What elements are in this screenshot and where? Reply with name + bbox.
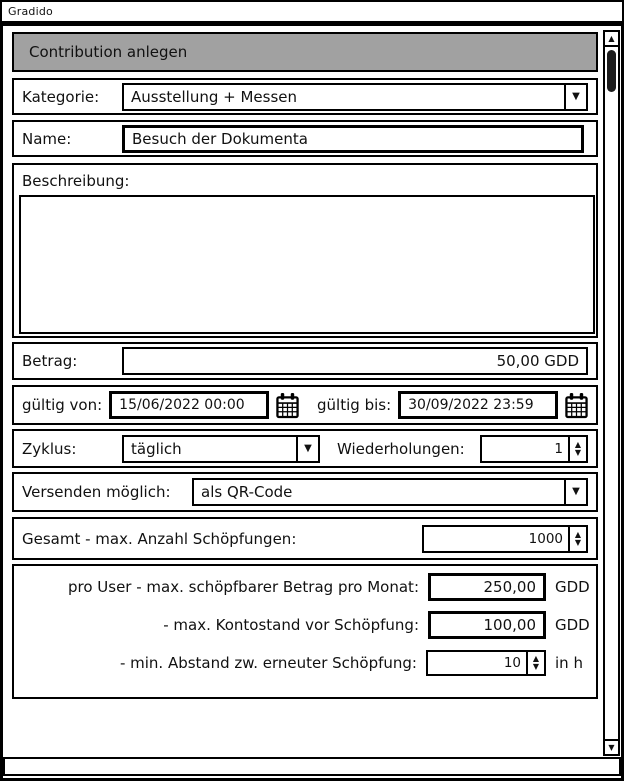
scroll-down-icon: ▼	[608, 742, 615, 752]
wiederholungen-spinner[interactable]	[480, 435, 588, 463]
zyklus-select-value: täglich	[131, 439, 182, 458]
window-title-bar[interactable]	[0, 0, 624, 23]
min-abstand-input[interactable]	[428, 652, 526, 674]
stepper-buttons[interactable]	[568, 437, 586, 461]
calendar-icon[interactable]	[565, 392, 588, 419]
spinner-down-icon[interactable]: ▼	[574, 537, 582, 547]
vertical-scrollbar[interactable]	[603, 30, 620, 756]
zyklus-row	[12, 429, 598, 468]
beschreibung-row	[12, 163, 598, 338]
spinner-up-icon[interactable]: ▲	[574, 439, 582, 449]
panel-title: Contribution anlegen	[29, 43, 188, 61]
window-body	[0, 23, 624, 781]
chevron-down-icon[interactable]	[564, 480, 586, 504]
scroll-up-button[interactable]	[605, 32, 618, 47]
horizontal-scrollbar[interactable]	[3, 757, 621, 776]
kategorie-select-value: Ausstellung + Messen	[131, 87, 298, 106]
gueltig-bis-input[interactable]	[398, 391, 558, 419]
dropdown-glyph: ▼	[572, 486, 580, 497]
max-kontostand-unit: GDD	[555, 616, 590, 634]
gesamt-input[interactable]	[424, 527, 568, 551]
scroll-down-button[interactable]	[605, 739, 618, 754]
versenden-select[interactable]	[192, 478, 588, 506]
pro-user-betrag-label: pro User - max. schöpfbarer Betrag pro Monat:	[67, 578, 419, 596]
spinner-up-icon[interactable]: ▲	[574, 529, 582, 539]
max-kontostand-line	[22, 610, 588, 640]
versenden-select-value: als QR-Code	[201, 483, 293, 501]
window-title: Gradido	[8, 5, 53, 18]
zyklus-select[interactable]	[122, 435, 320, 463]
stepper-buttons[interactable]	[568, 527, 586, 551]
scrollbar-thumb[interactable]	[607, 50, 616, 92]
beschreibung-textarea[interactable]	[19, 195, 595, 334]
panel-header	[12, 32, 598, 72]
gesamt-row	[12, 517, 598, 560]
dropdown-glyph: ▼	[572, 90, 580, 102]
beschreibung-label: Beschreibung:	[22, 172, 130, 190]
max-kontostand-input[interactable]	[428, 611, 546, 639]
name-input[interactable]	[122, 125, 584, 153]
wiederholungen-input[interactable]	[482, 437, 568, 461]
dropdown-glyph: ▼	[304, 442, 312, 454]
pro-user-betrag-line	[22, 572, 588, 602]
kategorie-label: Kategorie:	[22, 87, 100, 106]
min-abstand-unit: in h	[555, 654, 583, 672]
versenden-row	[12, 472, 598, 512]
chevron-down-icon[interactable]	[296, 437, 318, 461]
calendar-icon[interactable]	[276, 392, 299, 419]
min-abstand-label: - min. Abstand zw. erneuter Schöpfung:	[119, 654, 417, 672]
min-abstand-line	[22, 648, 588, 678]
name-label: Name:	[22, 129, 72, 148]
name-row	[12, 120, 598, 157]
gueltig-von-label: gültig von:	[22, 396, 103, 414]
zyklus-label: Zyklus:	[22, 439, 77, 458]
gueltig-row	[12, 385, 598, 425]
scroll-up-icon: ▲	[608, 33, 615, 43]
wiederholungen-label: Wiederholungen:	[337, 439, 465, 458]
versenden-label: Versenden möglich:	[22, 483, 171, 501]
kategorie-select[interactable]	[122, 83, 588, 111]
gueltig-bis-label: gültig bis:	[317, 396, 392, 414]
betrag-row	[12, 342, 598, 380]
spinner-up-icon[interactable]: ▲	[532, 654, 540, 663]
spinner-down-icon[interactable]: ▼	[532, 662, 540, 671]
betrag-label: Betrag:	[22, 352, 78, 370]
max-kontostand-label: - max. Kontostand vor Schöpfung:	[163, 616, 419, 634]
pro-user-row	[12, 564, 598, 699]
gesamt-label: Gesamt - max. Anzahl Schöpfungen:	[22, 529, 297, 548]
gesamt-spinner[interactable]	[422, 525, 588, 553]
chevron-down-icon[interactable]	[564, 85, 586, 109]
pro-user-betrag-input[interactable]	[428, 573, 546, 601]
pro-user-betrag-unit: GDD	[555, 578, 590, 596]
kategorie-row	[12, 78, 598, 115]
betrag-input[interactable]	[122, 347, 588, 375]
gueltig-von-input[interactable]	[109, 391, 269, 419]
stepper-buttons[interactable]	[526, 652, 544, 674]
min-abstand-spinner[interactable]	[426, 650, 546, 676]
spinner-down-icon[interactable]: ▼	[574, 447, 582, 457]
